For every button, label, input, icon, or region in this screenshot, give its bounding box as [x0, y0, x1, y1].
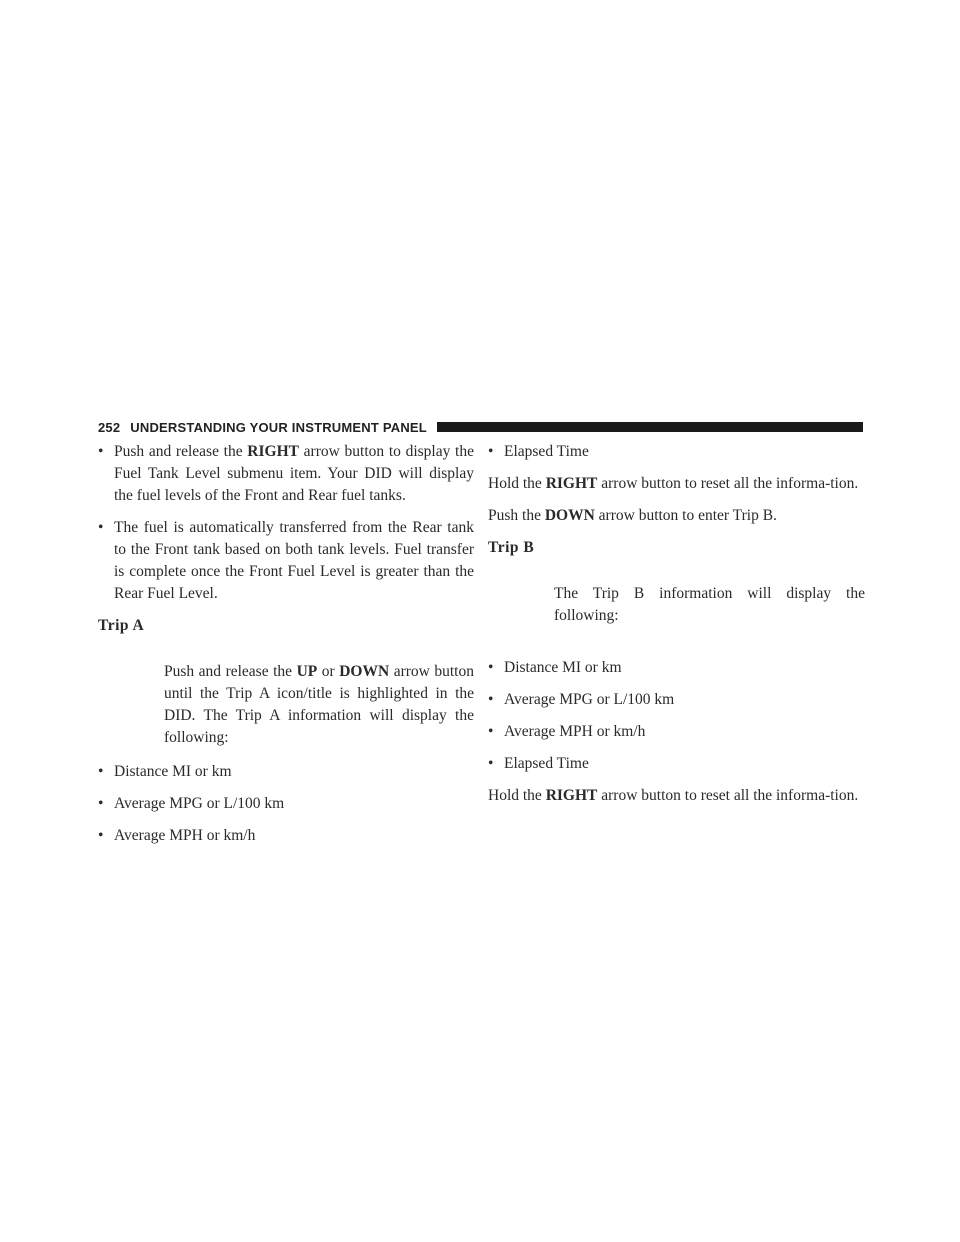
bullet-icon: •	[98, 827, 104, 844]
hold-right-paragraph: Hold the RIGHT arrow button to reset all the informa-tion.	[488, 475, 859, 492]
bullet-icon: •	[98, 763, 104, 780]
section-title: UNDERSTANDING YOUR INSTRUMENT PANEL	[130, 419, 427, 435]
list-item: • Average MPH or km/h	[488, 721, 865, 743]
bullet-icon: •	[488, 755, 494, 772]
page-header	[98, 418, 863, 436]
bullet-icon: •	[488, 723, 494, 740]
push-down-paragraph: Push the DOWN arrow button to enter Trip B.	[488, 507, 777, 524]
left-column	[98, 441, 474, 857]
bullet-icon: •	[98, 519, 104, 536]
trip-a-heading: Trip A	[98, 617, 145, 634]
list-item: • Distance MI or km	[98, 761, 474, 783]
list-item: • Elapsed Time	[488, 753, 865, 775]
list-item: • Distance MI or km	[488, 657, 865, 679]
bullet-icon: •	[98, 443, 104, 460]
header-rule	[437, 422, 863, 432]
trip-a-description: Push and release the UP or DOWN arrow button until the Trip A icon/title is highlighted in the DID. The Trip A information will display the following:	[164, 663, 474, 746]
list-item: • The fuel is automatically transferred from the Rear tank to the Front tank based on both tank levels. Fuel transfer is complete once the Front Fuel Level is greater than the Rear Fuel Level.	[98, 519, 474, 602]
list-item: • Push and release the RIGHT arrow button to display the Fuel Tank Level submenu item. Your DID will display the fuel levels of the Front and Rear fuel tanks.	[98, 443, 474, 504]
list-item: • Elapsed Time	[488, 441, 865, 463]
bullet-icon: •	[98, 795, 104, 812]
bullet-icon: •	[488, 443, 494, 460]
list-item: • Average MPG or L/100 km	[488, 689, 865, 711]
page-number: 252	[98, 419, 121, 435]
right-column	[488, 441, 865, 817]
list-item: • Average MPG or L/100 km	[98, 793, 474, 815]
hold-right-paragraph: Hold the RIGHT arrow button to reset all the informa-tion.	[488, 787, 859, 804]
list-item: • Average MPH or km/h	[98, 825, 474, 847]
trip-b-description: The Trip B information will display the following:	[554, 585, 865, 624]
bullet-icon: •	[488, 659, 494, 676]
trip-b-heading: Trip B	[488, 539, 535, 556]
bullet-icon: •	[488, 691, 494, 708]
